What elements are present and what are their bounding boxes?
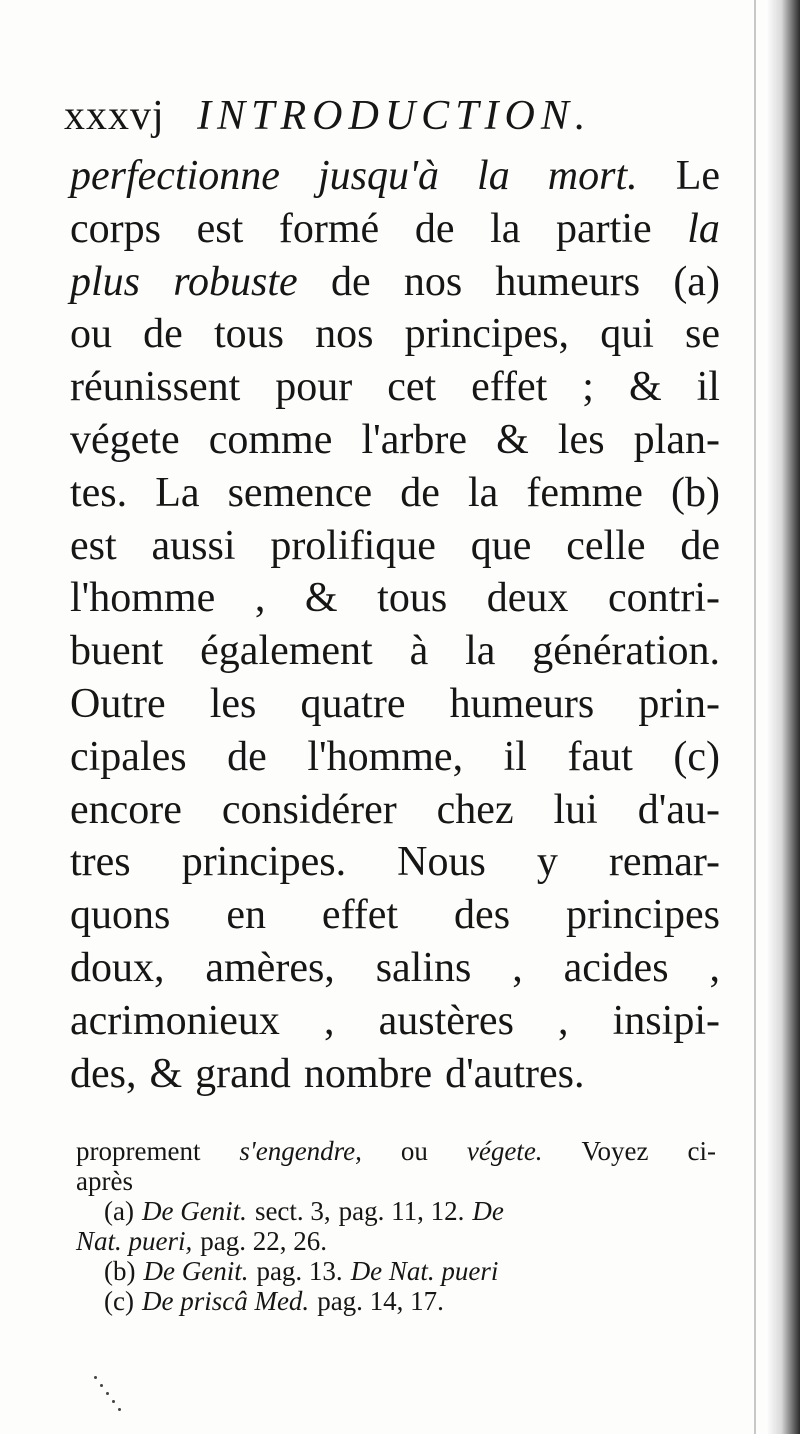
word: se [685,311,720,358]
word: ou [70,311,112,358]
word: humeurs [495,258,641,305]
footnote-fragment: végete. [466,1136,543,1166]
word: , [709,944,720,991]
footnote-line [76,1166,716,1196]
text-line [70,572,720,625]
word: corps [70,205,161,252]
footnote-line [76,1226,716,1256]
footnote-fragment: De Genit. [141,1196,247,1226]
word: végete [70,416,180,463]
text-line [70,150,720,203]
word: en [226,892,266,939]
word: perfectionne [70,153,280,199]
word: qui [600,311,654,358]
footnote-fragment: pag. 14, 17. [317,1286,444,1316]
word: acrimonieux [70,997,280,1044]
word: réunissent [70,364,241,411]
footnote-fragment: ci- [687,1136,716,1166]
text-line [70,836,720,889]
word: remar- [608,839,720,886]
word: de [227,733,267,780]
word: est [70,522,117,569]
text-line [70,889,720,942]
text-line [70,414,720,467]
word: des, [70,1050,137,1097]
word: de [400,469,440,516]
word: chez [436,786,514,833]
word: & [628,364,662,411]
word: effet [471,364,548,411]
word: acides [563,944,669,991]
word: à [409,628,429,675]
word: faut [567,733,633,780]
word: humeurs [449,680,595,727]
footnote-fragment: pag. 22, 26. [200,1226,327,1256]
word: la [687,205,720,252]
footnote-line [76,1136,716,1166]
word: prolifique [270,522,436,569]
word: jusqu'à [317,153,439,199]
word: semence [227,469,373,516]
text-line [70,361,720,414]
word: (b) [671,469,720,516]
footnote-fragment: ou [400,1136,428,1166]
footnote-fragment: De Genit. [143,1256,249,1286]
footnote-fragment: pag. 13. [256,1256,343,1286]
main-text [70,150,720,1100]
word: & [149,1050,183,1097]
word: que [470,522,532,569]
footnote-fragment: (c) [104,1286,134,1316]
word: y [536,839,558,886]
word: insipi- [612,997,720,1044]
text-line [70,203,720,256]
word: salins [375,944,472,991]
word: prin- [638,680,720,727]
text-line [70,678,720,731]
word: quons [70,892,171,939]
word: & [304,575,338,622]
word: buent [70,628,164,675]
word: génération. [532,628,720,675]
word: de [330,258,371,305]
word: contri- [608,575,720,622]
word: des [454,892,511,939]
word: de [680,522,720,569]
footnote-fragment: proprement [76,1136,201,1166]
word: pour [275,364,353,411]
footnote-fragment: (b) [104,1256,136,1286]
text-line [70,256,720,309]
word: effet [321,892,399,939]
word: d'autres. [445,1050,585,1097]
word: , [254,575,266,622]
word: nos [315,311,374,358]
word: quatre [300,680,406,727]
text-line [70,784,720,837]
word: austères [378,997,514,1044]
footnote-fragment: Voyez [581,1136,649,1166]
word: , [324,997,335,1044]
word: la [477,153,510,199]
word: mort. [547,153,638,199]
word: est [196,205,244,252]
word: partie [556,205,652,252]
word: & [496,416,529,463]
word: la [490,205,521,252]
word: deux [486,575,569,622]
word: femme [526,469,643,516]
text-line [70,308,720,361]
word: formé [278,205,380,252]
word: de [143,311,183,358]
text-line [70,731,720,784]
word: la [467,469,499,516]
word: plan- [633,416,720,463]
word: (c) [673,733,720,780]
word: encore [70,786,182,833]
word: de [414,205,455,252]
word: , [558,997,569,1044]
footnote-line [76,1256,716,1286]
word: principes. [181,839,347,886]
word: tous [377,575,448,622]
page-number: xxxvj [64,93,165,139]
word: nos [403,258,463,305]
word: l'arbre [361,416,467,463]
page-gutter-shadow [766,0,800,1434]
word: celle [566,522,646,569]
word: doux, [70,944,165,991]
footnote-fragment: De priscâ Med. [141,1286,310,1316]
footnotes [76,1136,716,1316]
footnote-line [76,1196,716,1226]
word: l'homme [70,575,216,622]
word: principes, [404,311,570,358]
word: robuste [173,258,298,305]
word: tes. [70,469,128,516]
word: il [696,364,720,411]
word: d'au- [637,786,720,833]
footnote-fragment: s'engendre, [239,1136,362,1166]
word: cipales [70,733,187,780]
word: , [512,944,523,991]
text-line [70,520,720,573]
word: tres [70,839,131,886]
word: la [465,628,496,675]
text-line [70,995,720,1048]
word: également [200,628,373,675]
word: il [503,733,527,780]
word: nombre [303,1050,433,1097]
text-line [70,1048,720,1101]
page-fold-line [754,0,756,1434]
word: Nous [397,839,486,886]
footnote-fragment: pag. 11, 12. [338,1196,465,1226]
text-line [70,942,720,995]
footnote-fragment: après [76,1166,133,1196]
word: tous [213,311,284,358]
word: principes [566,892,720,939]
word: lui [553,786,598,833]
word: cet [387,364,437,411]
paper-speck-marks [90,1370,130,1420]
footnote-fragment: De Nat. pueri [350,1256,499,1286]
footnote-fragment: (a) [104,1196,134,1226]
text-line [70,625,720,678]
word: ; [582,364,594,411]
footnote-fragment: sect. 3, [254,1196,331,1226]
footnote-fragment: Nat. pueri, [76,1226,193,1256]
word: comme [208,416,333,463]
word: considérer [221,786,397,833]
word: (a) [673,258,720,305]
word: La [155,469,200,516]
word: grand [195,1050,291,1097]
footnote-fragment: De [472,1196,504,1226]
word: l'homme, [307,733,464,780]
word: amères, [205,944,335,991]
word: Le [675,153,720,199]
word: les [209,680,257,727]
running-head: INTRODUCTION. [197,93,592,139]
word: aussi [151,522,236,569]
word: Outre [70,680,166,727]
page-header [64,86,744,146]
footnote-line [76,1286,716,1316]
text-line [70,467,720,520]
word: plus [70,258,141,305]
word: les [557,416,605,463]
